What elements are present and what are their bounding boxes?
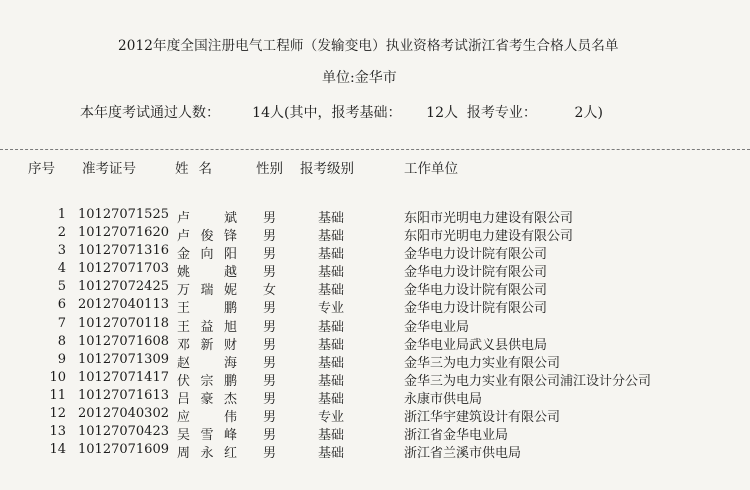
cell-name: 金向阳 xyxy=(177,247,237,263)
table-row xyxy=(0,442,750,460)
cell-no: 11 xyxy=(49,387,66,403)
table-row xyxy=(0,424,750,442)
cell-no: 13 xyxy=(49,424,66,440)
summary-major-label: 报考专业： xyxy=(466,105,537,121)
cell-level: 基础 xyxy=(318,428,345,444)
header-divider xyxy=(0,149,750,150)
cell-name: 王鹏 xyxy=(177,301,237,317)
cell-work-unit: 金华电力设计院有限公司 xyxy=(404,283,548,299)
candidate-table xyxy=(0,207,750,460)
cell-level: 基础 xyxy=(318,247,345,263)
cell-no: 10 xyxy=(49,369,66,385)
summary-total: 14人 xyxy=(252,105,284,121)
cell-gender: 男 xyxy=(263,211,277,226)
pass-summary xyxy=(80,102,603,122)
cell-exam-id: 10127071613 xyxy=(78,387,169,403)
cell-level: 基础 xyxy=(318,391,345,407)
cell-gender: 男 xyxy=(263,337,277,353)
table-row xyxy=(0,297,750,315)
cell-work-unit: 金华电业局 xyxy=(404,319,470,335)
table-row xyxy=(0,388,750,406)
cell-no: 9 xyxy=(57,351,66,367)
header-no: 序号 xyxy=(28,161,55,177)
table-row xyxy=(0,243,750,261)
unit-label: 单位:金华市 xyxy=(322,70,397,86)
cell-work-unit: 金华三为电力实业有限公司 xyxy=(404,355,561,371)
cell-work-unit: 永康市供电局 xyxy=(404,391,483,407)
cell-no: 8 xyxy=(57,333,66,349)
cell-gender: 男 xyxy=(263,247,277,263)
cell-exam-id: 20127040302 xyxy=(78,406,169,422)
header-name: 姓名 xyxy=(175,161,222,177)
cell-exam-id: 10127071316 xyxy=(78,243,169,259)
cell-no: 6 xyxy=(57,297,66,313)
cell-exam-id: 10127071525 xyxy=(78,207,169,222)
cell-level: 专业 xyxy=(318,301,345,317)
cell-no: 1 xyxy=(57,207,66,222)
cell-gender: 男 xyxy=(263,355,277,371)
cell-exam-id: 10127071417 xyxy=(78,369,169,385)
table-row xyxy=(0,279,750,297)
table-header xyxy=(0,157,750,179)
cell-work-unit: 金华三为电力实业有限公司浦江设计分公司 xyxy=(404,373,652,389)
cell-work-unit: 浙江华宇建筑设计有限公司 xyxy=(404,410,561,426)
cell-gender: 男 xyxy=(263,373,277,389)
summary-breakdown-label: (其中，报考基础： xyxy=(284,105,402,121)
cell-exam-id: 10127071620 xyxy=(78,225,169,241)
cell-work-unit: 金华电业局武义县供电局 xyxy=(404,337,548,353)
cell-exam-id: 10127071309 xyxy=(78,351,169,367)
table-row xyxy=(0,370,750,388)
cell-name: 邓新财 xyxy=(177,337,237,353)
cell-level: 基础 xyxy=(318,265,345,281)
cell-no: 5 xyxy=(57,279,66,295)
cell-work-unit: 东阳市光明电力建设有限公司 xyxy=(404,211,574,226)
cell-exam-id: 10127071703 xyxy=(78,261,169,277)
cell-gender: 男 xyxy=(263,301,277,317)
cell-name: 周永红 xyxy=(177,446,237,462)
table-row xyxy=(0,352,750,370)
cell-level: 基础 xyxy=(318,373,345,389)
cell-name: 赵海 xyxy=(177,355,237,371)
cell-level: 基础 xyxy=(318,355,345,371)
table-row xyxy=(0,316,750,334)
cell-exam-id: 10127071608 xyxy=(78,333,169,349)
cell-name: 卢俊锋 xyxy=(177,229,237,245)
cell-level: 基础 xyxy=(318,446,345,462)
cell-name: 伏宗鹏 xyxy=(177,373,237,389)
cell-name: 应伟 xyxy=(177,410,237,426)
cell-gender: 男 xyxy=(263,391,277,407)
cell-level: 基础 xyxy=(318,319,345,335)
cell-level: 基础 xyxy=(318,337,345,353)
cell-work-unit: 浙江省兰溪市供电局 xyxy=(404,446,522,462)
cell-name: 卢斌 xyxy=(177,211,237,226)
cell-gender: 男 xyxy=(263,428,277,444)
summary-base-count: 12人 xyxy=(426,105,458,121)
cell-level: 基础 xyxy=(318,283,345,299)
cell-no: 3 xyxy=(57,243,66,259)
cell-no: 7 xyxy=(57,315,66,331)
cell-name: 吕豪杰 xyxy=(177,391,237,407)
document-title: 2012年度全国注册电气工程师（发输变电）执业资格考试浙江省考生合格人员名单 xyxy=(118,38,619,54)
cell-work-unit: 浙江省金华电业局 xyxy=(404,428,509,444)
header-gender: 性别 xyxy=(256,161,283,177)
cell-no: 12 xyxy=(49,406,66,422)
cell-level: 基础 xyxy=(318,229,345,245)
cell-exam-id: 10127072425 xyxy=(78,279,169,295)
header-level: 报考级别 xyxy=(300,161,354,177)
cell-exam-id: 10127070423 xyxy=(78,424,169,440)
header-work-unit: 工作单位 xyxy=(404,161,458,177)
cell-name: 王益旭 xyxy=(177,319,237,335)
table-row xyxy=(0,406,750,424)
cell-exam-id: 10127071609 xyxy=(78,442,169,458)
cell-work-unit: 东阳市光明电力建设有限公司 xyxy=(404,229,574,245)
cell-name: 姚越 xyxy=(177,265,237,281)
cell-no: 14 xyxy=(49,442,66,458)
table-row xyxy=(0,261,750,279)
cell-exam-id: 10127070118 xyxy=(78,315,169,331)
table-row xyxy=(0,207,750,225)
cell-no: 2 xyxy=(57,225,66,241)
cell-level: 基础 xyxy=(318,211,345,226)
table-row xyxy=(0,334,750,352)
cell-gender: 女 xyxy=(263,283,277,299)
cell-gender: 男 xyxy=(263,446,277,462)
cell-work-unit: 金华电力设计院有限公司 xyxy=(404,265,548,281)
cell-exam-id: 20127040113 xyxy=(78,297,169,313)
cell-name: 吴雪峰 xyxy=(177,428,237,444)
summary-major-count: 2人) xyxy=(574,105,603,121)
cell-name: 万瑞妮 xyxy=(177,283,237,299)
cell-gender: 男 xyxy=(263,319,277,335)
cell-level: 专业 xyxy=(318,410,345,426)
header-exam-id: 准考证号 xyxy=(82,161,136,177)
cell-gender: 男 xyxy=(263,229,277,245)
cell-work-unit: 金华电力设计院有限公司 xyxy=(404,247,548,263)
table-row xyxy=(0,225,750,243)
cell-no: 4 xyxy=(57,261,66,277)
cell-work-unit: 金华电力设计院有限公司 xyxy=(404,301,548,317)
cell-gender: 男 xyxy=(263,410,277,426)
summary-label: 本年度考试通过人数： xyxy=(80,105,220,121)
cell-gender: 男 xyxy=(263,265,277,281)
